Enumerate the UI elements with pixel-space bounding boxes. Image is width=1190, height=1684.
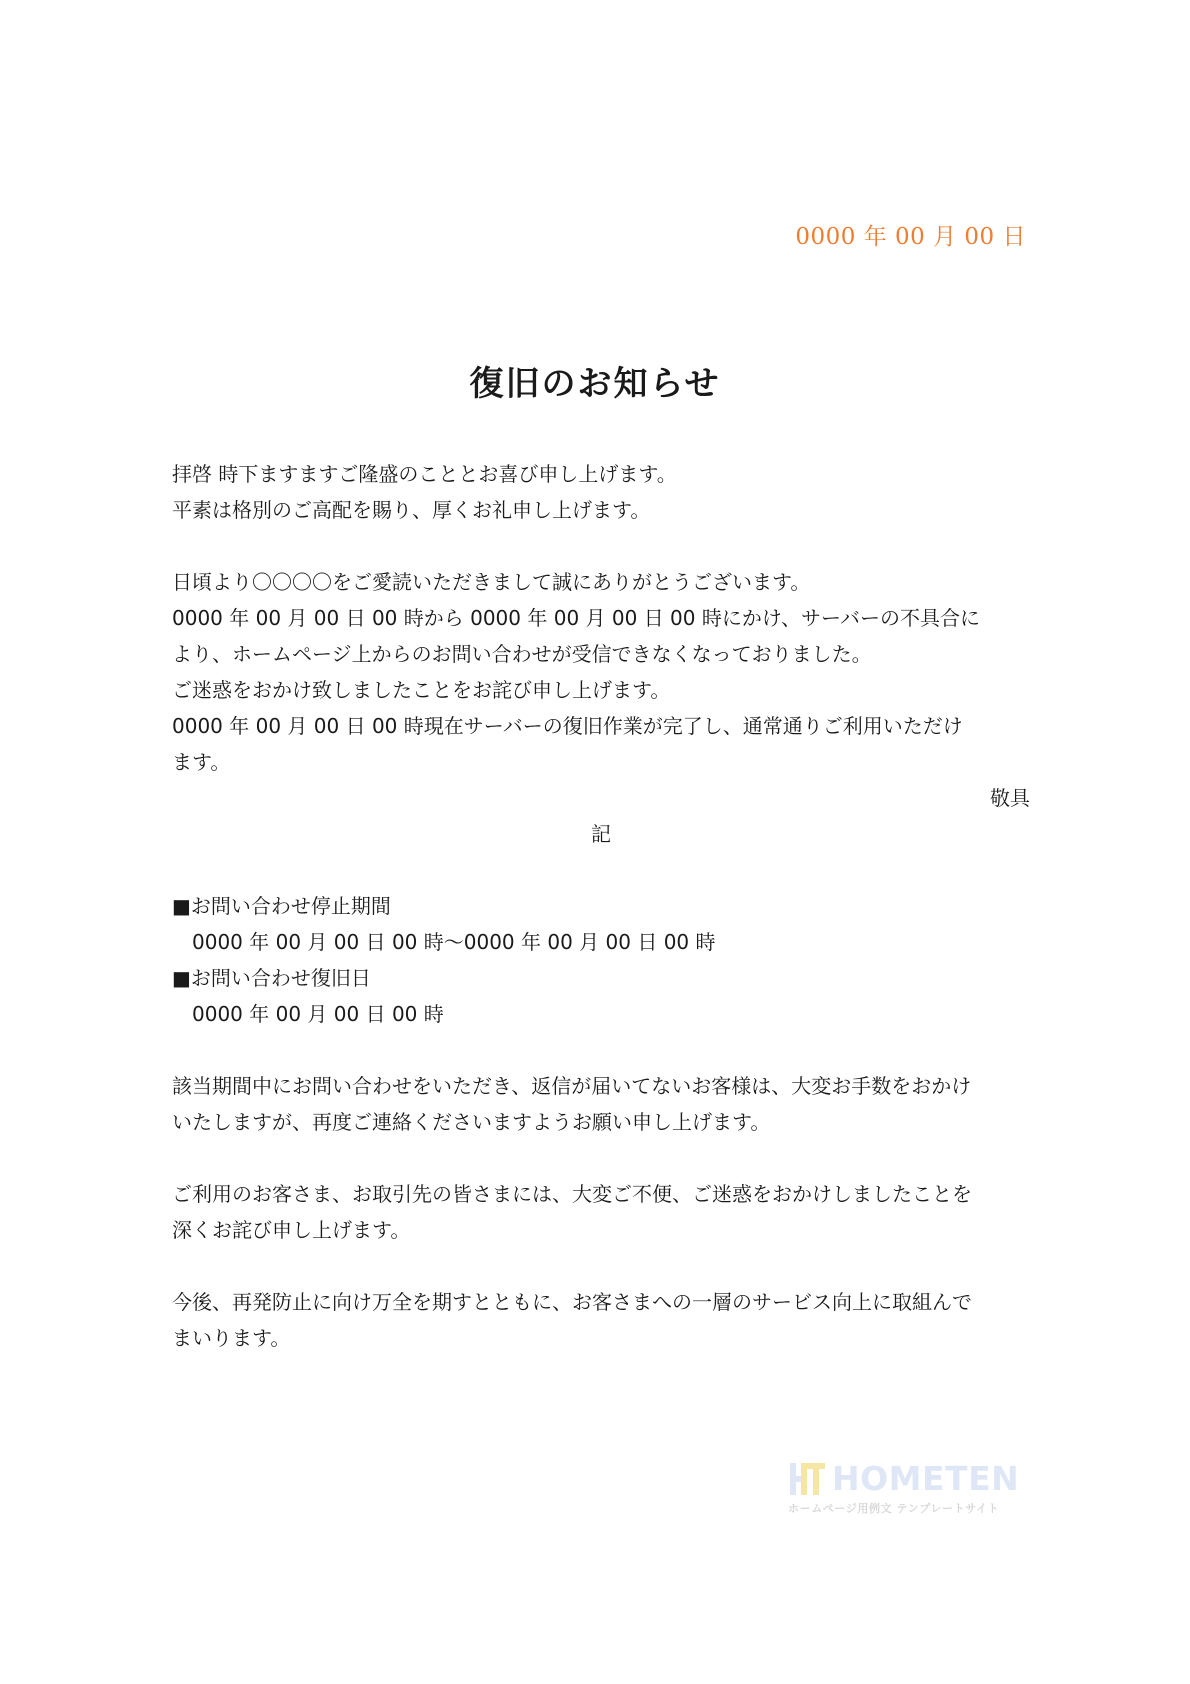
request-line: いたしますが、再度ご連絡くださいますようお願い申し上げます。 bbox=[172, 1110, 771, 1134]
apology-line: ご利用のお客さま、お取引先の皆さまには、大変ご不便、ご迷惑をおかけしましたことを bbox=[172, 1182, 972, 1206]
notice-line: 0000 年 00 月 00 日 00 時現在サーバーの復旧作業が完了し、通常通りご利用いただけ bbox=[172, 714, 963, 738]
request-line: 該当期間中にお問い合わせをいただき、返信が届いてないお客様は、大変お手数をおかけ bbox=[172, 1074, 972, 1098]
stop-period-value: 0000 年 00 月 00 日 00 時〜0000 年 00 月 00 日 00 時 bbox=[192, 930, 716, 954]
spacer bbox=[172, 1248, 1030, 1284]
notice-line: 0000 年 00 月 00 日 00 時から 0000 年 00 月 00 日 00 時にかけ、サーバーの不具合に bbox=[172, 606, 981, 630]
letter-body bbox=[172, 456, 1030, 1356]
letter-date: 0000 年 00 月 00 日 bbox=[795, 224, 1026, 250]
notice-line: ます。 bbox=[172, 750, 231, 774]
letter-title: 復旧のお知らせ bbox=[469, 364, 721, 404]
future-line: まいります。 bbox=[172, 1326, 291, 1350]
greeting-line: 平素は格別のご高配を賜り、厚くお礼申し上げます。 bbox=[172, 498, 651, 522]
hometen-watermark bbox=[788, 1461, 1018, 1517]
hometen-logo-icon bbox=[788, 1461, 828, 1497]
future-line: 今後、再発防止に向け万全を期すとともに、お客さまへの一層のサービス向上に取組んで bbox=[172, 1290, 972, 1314]
stop-period-label: ■お問い合わせ停止期間 bbox=[172, 894, 391, 918]
notice-line: 日頃より〇〇〇〇をご愛読いただきまして誠にありがとうございます。 bbox=[172, 570, 811, 594]
notice-line: より、ホームページ上からのお問い合わせが受信できなくなっておりました。 bbox=[172, 642, 872, 666]
apology-line: 深くお詫び申し上げます。 bbox=[172, 1218, 411, 1242]
closing-keigu: 敬具 bbox=[990, 786, 1030, 810]
watermark-brand: HOMETEN bbox=[832, 1459, 1020, 1498]
restore-date-label: ■お問い合わせ復旧日 bbox=[172, 966, 371, 990]
spacer bbox=[172, 852, 1030, 888]
ki-heading: 記 bbox=[591, 822, 611, 846]
spacer bbox=[172, 1032, 1030, 1068]
notice-line: ご迷惑をおかけ致しましたことをお詫び申し上げます。 bbox=[172, 678, 671, 702]
restore-date-value: 0000 年 00 月 00 日 00 時 bbox=[192, 1002, 444, 1026]
greeting-line: 拝啓 時下ますますご隆盛のこととお喜び申し上げます。 bbox=[172, 462, 677, 486]
spacer bbox=[172, 528, 1030, 564]
spacer bbox=[172, 1140, 1030, 1176]
watermark-tagline: ホームページ用例文 テンプレートサイト bbox=[788, 1502, 1000, 1515]
